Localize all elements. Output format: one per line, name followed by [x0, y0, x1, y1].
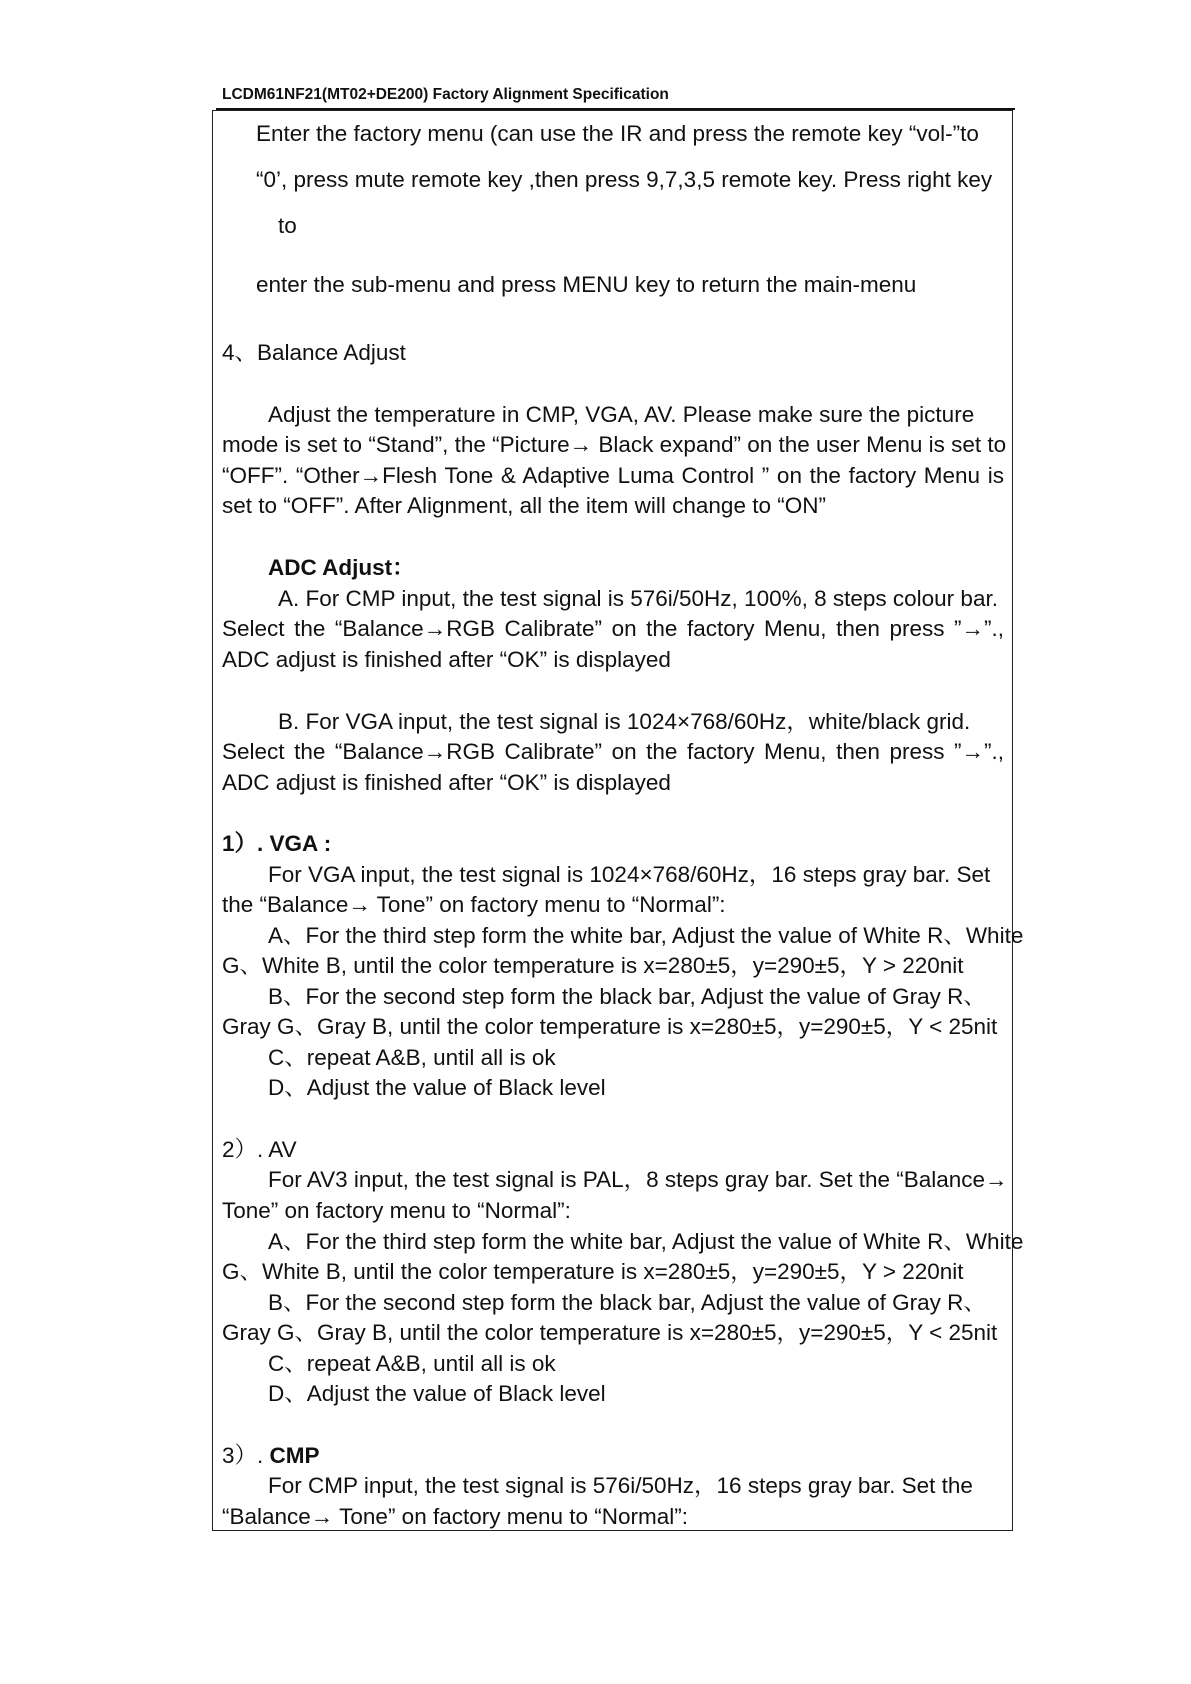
- paragraph-line: “Balance→ Tone” on factory menu to “Normal”:: [222, 1504, 689, 1529]
- paragraph-line: C、repeat A&B, until all is ok: [268, 1045, 556, 1070]
- paragraph-line: Tone” on factory menu to “Normal”:: [222, 1198, 571, 1223]
- paragraph-line: Gray G、Gray B, until the color temperature is x=280±5，y=290±5，Y < 25nit: [222, 1320, 998, 1345]
- paragraph-line: For CMP input, the test signal is 576i/50Hz，16 steps gray bar. Set the: [268, 1473, 973, 1498]
- paragraph-line: Select the “Balance→RGB Calibrate” on the factory Menu, then press ”→”.,: [222, 739, 1004, 764]
- document-header-title: LCDM61NF21(MT02+DE200) Factory Alignment Specification: [222, 86, 669, 103]
- paragraph-line: A、For the third step form the white bar, Adjust the value of White R、White: [268, 923, 1024, 948]
- intro-line: enter the sub-menu and press MENU key to return the main-menu: [256, 272, 917, 297]
- paragraph-line: D、Adjust the value of Black level: [268, 1075, 606, 1100]
- paragraph-line: B、For the second step form the black bar, Adjust the value of Gray R、: [268, 984, 986, 1009]
- paragraph-line: ADC adjust is finished after “OK” is displayed: [222, 770, 671, 795]
- paragraph-line: Adjust the temperature in CMP, VGA, AV. Please make sure the picture: [268, 402, 975, 427]
- paragraph-line: For VGA input, the test signal is 1024×768/60Hz，16 steps gray bar. Set: [268, 862, 991, 887]
- paragraph-line: A、For the third step form the white bar, Adjust the value of White R、White: [268, 1229, 1024, 1254]
- section-heading-balance: 4、Balance Adjust: [222, 340, 406, 365]
- paragraph-line: C、repeat A&B, until all is ok: [268, 1351, 556, 1376]
- paragraph-line: For AV3 input, the test signal is PAL，8 steps gray bar. Set the “Balance→: [268, 1167, 1008, 1192]
- section-number: 1）.: [222, 831, 264, 856]
- section-heading-cmp: [222, 1442, 320, 1470]
- paragraph-line: Gray G、Gray B, until the color temperature is x=280±5，y=290±5，Y < 25nit: [222, 1014, 998, 1039]
- paragraph-line: “OFF”. “Other→Flesh Tone & Adaptive Luma Control ” on the factory Menu is: [222, 463, 1004, 488]
- paragraph-line: B. For VGA input, the test signal is 1024×768/60Hz，white/black grid.: [278, 709, 971, 734]
- intro-line: to: [278, 213, 297, 238]
- paragraph-line: D、Adjust the value of Black level: [268, 1381, 606, 1406]
- section-heading-av: 2）. AV: [222, 1137, 297, 1162]
- paragraph-line: G、White B, until the color temperature is x=280±5，y=290±5，Y > 220nit: [222, 1259, 964, 1284]
- paragraph-line: Select the “Balance→RGB Calibrate” on the factory Menu, then press ”→”.,: [222, 616, 1004, 641]
- section-label: VGA :: [269, 831, 332, 856]
- paragraph-line: the “Balance→ Tone” on factory menu to “Normal”:: [222, 892, 726, 917]
- intro-line: Enter the factory menu (can use the IR and press the remote key “vol-”to: [256, 121, 979, 146]
- section-heading-adc: ADC Adjust：: [268, 555, 415, 580]
- section-label: CMP: [269, 1443, 320, 1468]
- paragraph-line: mode is set to “Stand”, the “Picture→ Black expand” on the user Menu is set to: [222, 432, 1007, 457]
- content-frame: [212, 110, 1013, 1531]
- section-heading-vga: [222, 830, 331, 858]
- paragraph-line: ADC adjust is finished after “OK” is displayed: [222, 647, 671, 672]
- paragraph-line: set to “OFF”. After Alignment, all the item will change to “ON”: [222, 493, 826, 518]
- paragraph-line: G、White B, until the color temperature is x=280±5，y=290±5，Y > 220nit: [222, 953, 964, 978]
- paragraph-line: B、For the second step form the black bar, Adjust the value of Gray R、: [268, 1290, 986, 1315]
- intro-line: “0’, press mute remote key ,then press 9,7,3,5 remote key. Press right key: [256, 167, 993, 192]
- paragraph-line: A. For CMP input, the test signal is 576i/50Hz, 100%, 8 steps colour bar.: [278, 586, 998, 611]
- section-number: 3）.: [222, 1443, 264, 1468]
